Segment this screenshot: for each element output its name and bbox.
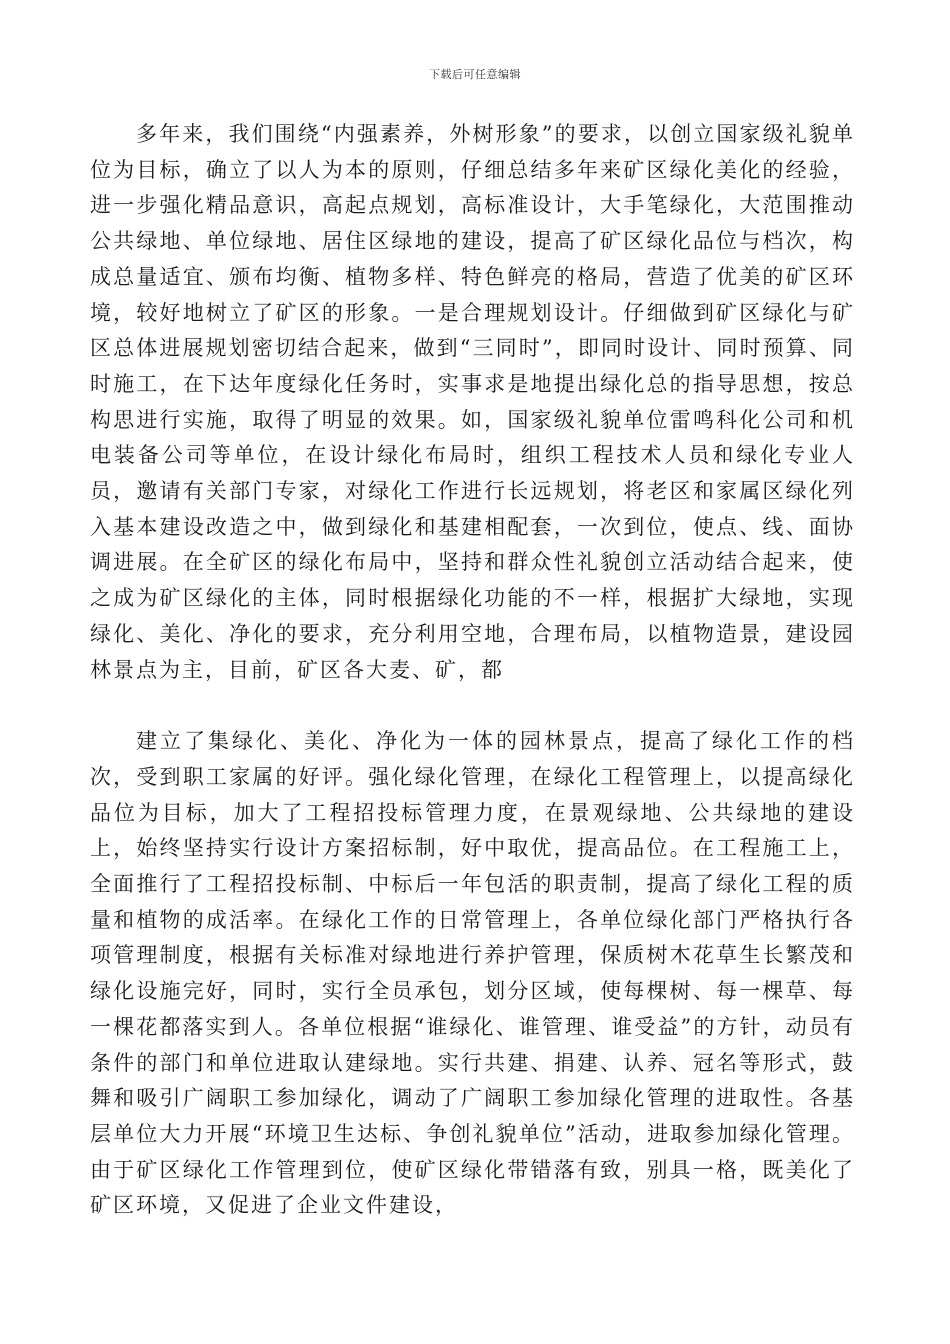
paragraph-2: 建立了集绿化、美化、净化为一体的园林景点，提高了绿化工作的档次，受到职工家属的好评。强化绿化管理，在绿化工程管理上，以提高绿化品位为目标，加大了工程招投标管理力度，在景观绿地、公共绿地的建设上，始终坚持实行设计方案招标制，好中取优，提高品位。在工程施工上，全面推行了工程招投标制、中标后一年包活的职责制，提高了绿化工程的质量和植物的成活率。在绿化工作的日常管理上，各单位绿化部门严格执行各项管理制度，根据有关标准对绿地进行养护管理，保质树木花草生长繁茂和绿化设施完好，同时，实行全员承包，划分区域，使每棵树、每一棵草、每一棵花都落实到人。各单位根据“谁绿化、谁管理、谁受益”的方针，动员有条件的部门和单位进取认建绿地。实行共建、捐建、认养、冠名等形式，鼓舞和吸引广阔职工参加绿化，调动了广阔职工参加绿化管理的进取性。各基层单位大力开展“环境卫生达标、争创礼貌单位”活动，进取参加绿化管理。由于矿区绿化工作管理到位，使矿区绿化带错落有致，别具一格，既美化了矿区环境，又促进了企业文件建设，	[90, 729, 855, 1218]
paragraph-1: 多年来，我们围绕“内强素养，外树形象”的要求，以创立国家级礼貌单位为目标，确立了以人为本的原则，仔细总结多年来矿区绿化美化的经验，进一步强化精品意识，高起点规划，高标准设计，大手笔绿化，大范围推动公共绿地、单位绿地、居住区绿地的建设，提高了矿区绿化品位与档次，构成总量适宜、颁布均衡、植物多样、特色鲜亮的格局，营造了优美的矿区环境，较好地树立了矿区的形象。一是合理规划设计。仔细做到矿区绿化与矿区总体进展规划密切结合起来，做到“三同时”，即同时设计、同时预算、同时施工，在下达年度绿化任务时，实事求是地提出绿化总的指导思想，按总构思进行实施，取得了明显的效果。如，国家级礼貌单位雷鸣科化公司和机电装备公司等单位，在设计绿化布局时，组织工程技术人员和绿化专业人员，邀请有关部门专家，对绿化工作进行长远规划，将老区和家属区绿化列入基本建设改造之中，做到绿化和基建相配套，一次到位，使点、线、面协调进展。在全矿区的绿化布局中，坚持和群众性礼貌创立活动结合起来，使之成为矿区绿化的主体，同时根据绿化功能的不一样，根据扩大绿地，实现绿化、美化、净化的要求，充分利用空地，合理布局，以植物造景，建设园林景点为主，目前，矿区各大麦、矿，都	[90, 122, 855, 682]
document-body	[90, 117, 855, 1224]
header-note: 下载后可任意编辑	[429, 68, 521, 81]
